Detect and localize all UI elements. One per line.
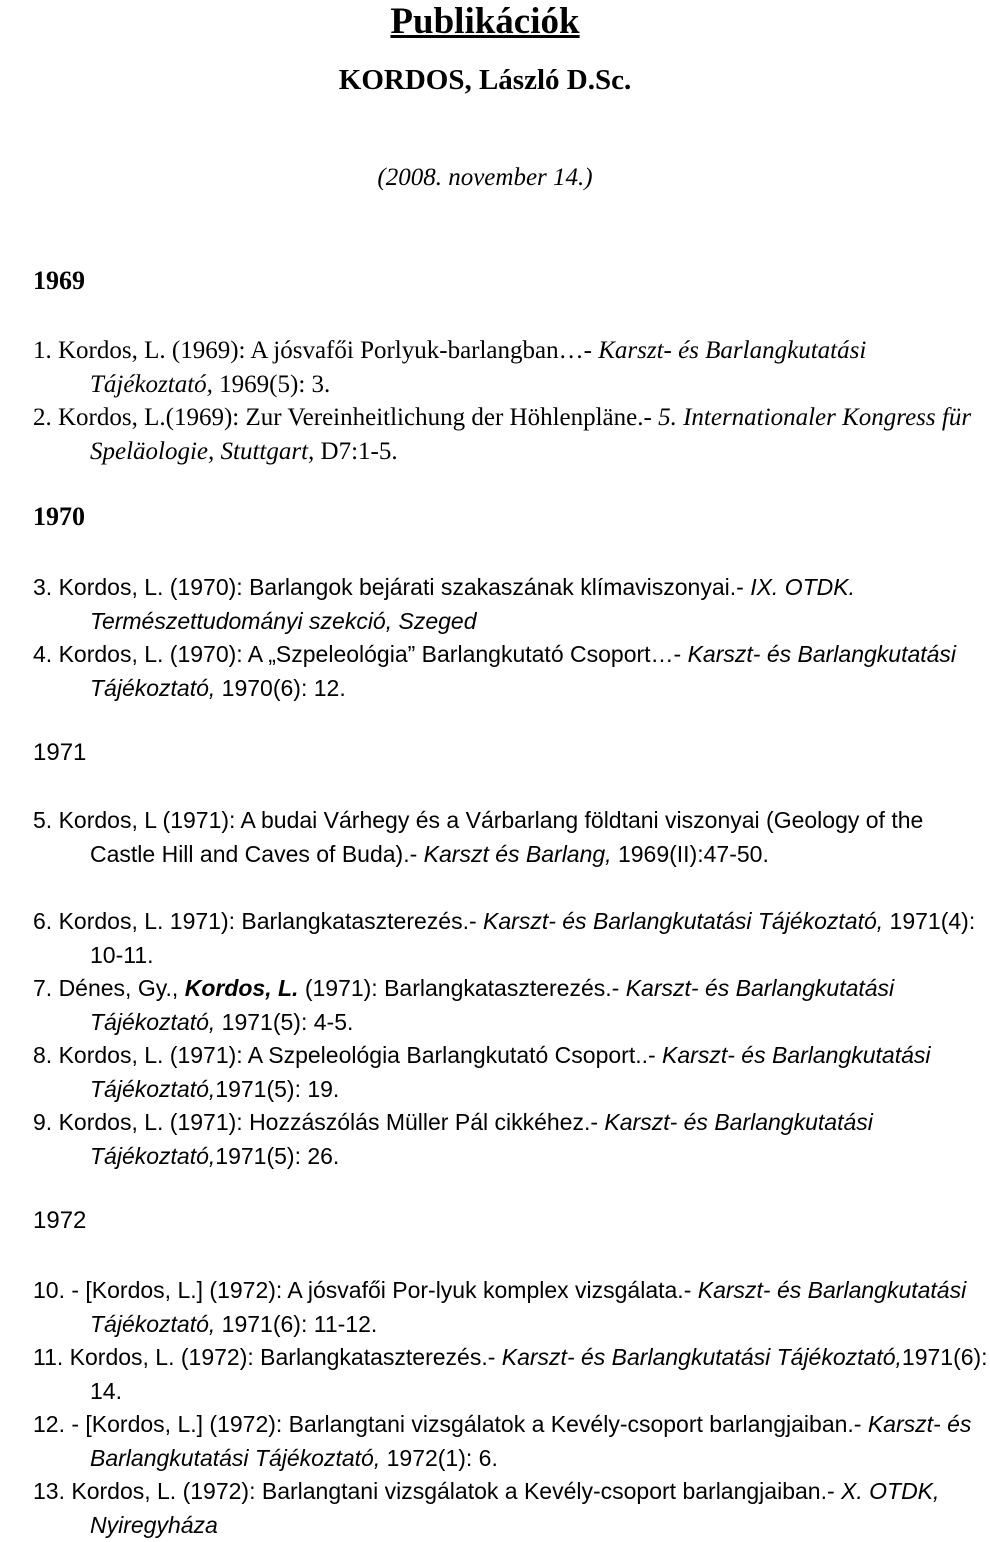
entry-text-2: (1971): Barlangkataszterezés.- [298, 975, 626, 1001]
entry-tail: 1971(4): 10-11. [90, 908, 976, 968]
entry-text: 11. Kordos, L. (1972): Barlangkataszterezés.- [33, 1344, 502, 1370]
year-heading-1969: 1969 [33, 266, 85, 295]
page-title: Publikációk [390, 1, 580, 42]
entry-journal: X. OTDK, Nyiregyháza [90, 1478, 940, 1538]
entry-journal: Karszt- és Barlangkutatási Tájékoztató, [90, 1277, 967, 1337]
entry-journal: Karszt- és Barlangkutatási Tájékoztató, [90, 1109, 873, 1169]
entry-text: 1. Kordos, L. (1969): A jósvafői Porlyuk-barlangban…- [33, 337, 599, 364]
entry-journal: Karszt- és Barlangkutatási Tájékoztató, [90, 1042, 931, 1102]
entry-text: 4. Kordos, L. (1970): A „Szpeleológia” Barlangkutató Csoport…- [33, 641, 688, 667]
entry-journal: Karszt- és Barlangkutatási Tájékoztató, [90, 641, 957, 701]
publication-entry-8 [33, 1038, 990, 1106]
publication-entry-1 [33, 334, 990, 402]
publication-entry-4 [33, 637, 990, 705]
publication-entry-3 [33, 570, 990, 638]
entry-text: 7. Dénes, Gy., [33, 975, 185, 1001]
publication-entry-7 [33, 971, 990, 1039]
year-heading-1972: 1972 [33, 1207, 87, 1234]
entry-tail: D7:1-5. [314, 438, 398, 465]
publication-entry-13 [33, 1474, 990, 1542]
publication-entry-5 [33, 803, 990, 871]
entry-tail: 1969(II):47-50. [611, 841, 769, 867]
entry-text: 5. Kordos, L (1971): A budai Várhegy és a Várbarlang földtani viszonyai (Geology of the Castle Hill and Caves of Buda).- [33, 807, 924, 867]
entry-text: 8. Kordos, L. (1971): A Szpeleológia Barlangkutató Csoport..- [33, 1042, 663, 1068]
entry-journal: Karszt- és Barlangkutatási Tájékoztató, [501, 1344, 902, 1370]
author-name: KORDOS, László D.Sc. [338, 64, 632, 96]
entry-tail: 1971(6): 14. [90, 1344, 988, 1404]
entry-text: 3. Kordos, L. (1970): Barlangok bejárati szakaszának klímaviszonyai.- [33, 574, 751, 600]
entry-text: 2. Kordos, L.(1969): Zur Vereinheitlichung der Höhlenpläne.- [33, 404, 659, 431]
entry-text: 9. Kordos, L. (1971): Hozzászólás Müller Pál cikkéhez.- [33, 1109, 605, 1135]
document-date: (2008. november 14.) [377, 164, 593, 191]
entry-text: 12. - [Kordos, L.] (1972): Barlangtani vizsgálatok a Kevély-csoport barlangjaiban.- [33, 1411, 868, 1437]
entry-journal: IX. OTDK. Természettudományi szekció, Szeged [90, 574, 855, 634]
entry-tail: 1971(5): 19. [215, 1076, 340, 1102]
entry-journal: Karszt- és Barlangkutatási Tájékoztató, [483, 908, 884, 934]
entry-bold-author: Kordos, L. [184, 975, 299, 1001]
entry-journal: Karszt- és Barlangkutatási Tájékoztató, [90, 1411, 972, 1471]
publication-entry-11 [33, 1340, 990, 1408]
publication-entry-6 [33, 904, 990, 972]
entry-tail: 1971(6): 11-12. [215, 1311, 378, 1337]
entry-tail: 1971(5): 26. [215, 1143, 340, 1169]
entry-tail: 1969(5): 3. [212, 371, 331, 398]
entry-text: 13. Kordos, L. (1972): Barlangtani vizsgálatok a Kevély-csoport barlangjaiban.- [33, 1478, 842, 1504]
publication-entry-9 [33, 1105, 990, 1173]
entry-tail: 1970(6): 12. [215, 675, 346, 701]
year-heading-1970: 1970 [33, 502, 85, 531]
entry-text: 10. - [Kordos, L.] (1972): A jósvafői Por-lyuk komplex vizsgálata.- [33, 1277, 698, 1303]
entry-journal: Karszt és Barlang, [423, 841, 612, 867]
entry-journal: Karszt- és Barlangkutatási Tájékoztató, [90, 337, 867, 398]
entry-tail: 1971(5): 4-5. [215, 1009, 354, 1035]
entry-tail: 1972(1): 6. [380, 1445, 498, 1471]
entry-text: 6. Kordos, L. 1971): Barlangkataszterezés.- [33, 908, 484, 934]
publication-entry-10 [33, 1273, 990, 1341]
year-heading-1971: 1971 [33, 739, 87, 766]
publication-entry-12 [33, 1407, 990, 1475]
entry-journal: 5. Internationaler Kongress für Speläologie, Stuttgart, [90, 404, 972, 465]
entry-journal: Karszt- és Barlangkutatási Tájékoztató, [90, 975, 895, 1035]
publication-entry-2 [33, 401, 990, 469]
